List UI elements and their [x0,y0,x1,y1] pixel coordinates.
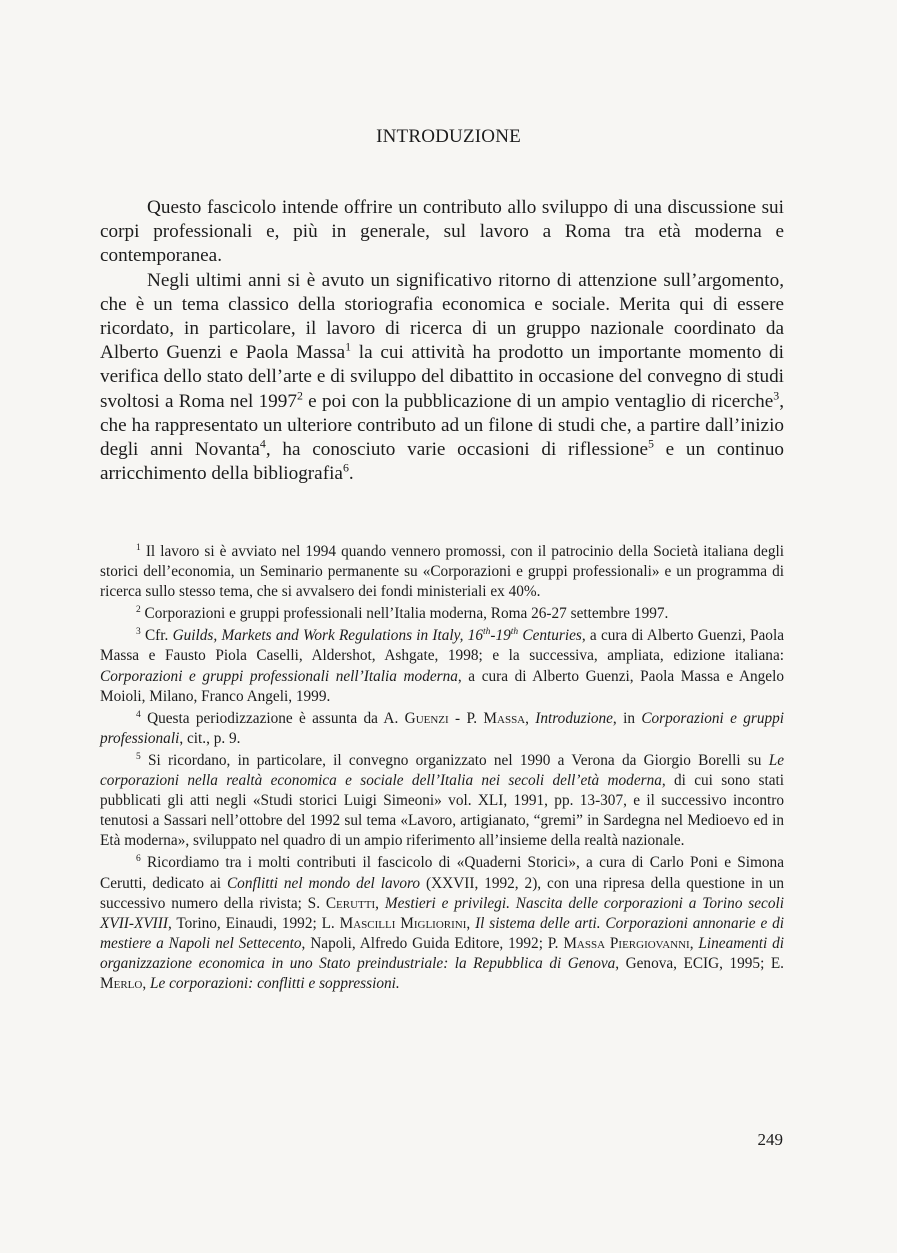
footnote-text: , [525,709,536,727]
footnote-ref-1: 1 [345,339,352,354]
text-span: la cui attività ha prodotto un importante momento di verifica dello stato dell’arte e di sviluppo del dibattito in occasione del convegno di studi svoltosi a Roma nel 1997 [100,342,784,412]
book-title: Le corporazioni: conflitti e soppressioni. [149,974,400,992]
footnote-text: , cit., p. 9. [179,729,241,747]
footnote-ref-3: 3 [773,388,780,403]
book-title: Corporazioni e gruppi professionali [100,709,785,747]
footnote-number: 3 [136,627,141,638]
author-name: Massa [483,709,526,727]
footnote-5 [100,751,784,851]
book-title: Il sistema delle arti. Corporazioni annonarie e di mestiere a Napoli nel Settecento [100,914,784,952]
footnotes [100,542,784,996]
footnote-ref-2: 2 [296,388,303,403]
body-text [100,196,784,486]
ordinal-suffix: th [482,627,491,638]
footnote-text: , Torino, Einaudi, 1992; L. [167,914,340,932]
book-title: Corporazioni e gruppi professionali nell’Italia moderna [100,667,458,685]
footnote-text: Il lavoro si è avviato nel 1994 quando vennero promossi, con il patrocinio della Società italiana degli storici dell’economia, un Seminario permanente su «Corporazioni e gruppi professionali» e un programma di ricerca sullo stesso tema, che si avvalsero dei fondi ministeriali ex 40%. [100,543,784,601]
text-span: , ha conosciuto varie occasioni di riflessione [265,439,648,461]
text-span: . [348,463,354,485]
footnote-text: , Genova, ECIG, 1995; E. [615,954,784,972]
footnote-text: , di cui sono stati pubblicati gli atti negli «Studi storici Luigi Simeoni» vol. XLI, 1991, pp. 13-307, e il successivo incontro tenutosi a Sassari nell’ottobre del 1992 sul tema «Lavoro, artigianato, “gremi” in Sardegna nel Medioevo ed in Età moderna», sviluppato nel quadro di un ampio riferimento all’insieme della realtà nazionale. [100,772,784,850]
footnote-text: Si ricordano, in particolare, il convegno organizzato nel 1990 a Verona da Giorgio Borelli su [140,751,769,769]
footnote-text: , Napoli, Alfredo Guida Editore, 1992; P. [301,934,564,952]
footnote-number: 6 [136,854,141,865]
footnote-ref-6: 6 [342,460,349,475]
footnote-text: , a cura di Alberto Guenzi, Paola Massa e Angelo Moioli, Milano, Franco Angeli, 1999. [100,667,784,705]
footnote-4 [100,709,784,749]
footnote-text: , [466,914,476,932]
book-title: Guilds, Markets and Work Regulations in Italy, 16 [172,627,483,645]
book-title: Le corporazioni nella realtà economica e sociale dell’Italia nei secoli dell’età moderna [100,751,784,790]
text-span: e un continuo arricchimento della bibliografia [100,439,785,485]
footnote-number: 4 [136,709,141,720]
author-name: Cerutti [325,894,376,912]
footnote-number: 1 [136,543,141,554]
book-title: -19 [490,627,511,645]
book-title: Lineamenti di organizzazione economica in uno Stato preindustriale: la Repubblica di Genova [100,934,784,972]
footnote-text: Questa periodizzazione è assunta da A. [140,709,405,727]
text-span: , che ha rappresentato un ulteriore contributo ad un filone di studi che, a partire dall’inizio degli anni Novanta [100,390,784,461]
footnote-text: - P. [448,709,484,727]
text-span: Negli ultimi anni si è avuto un significativo ritorno di attenzione sull’argomento, che è un tema classico della storiografia economica e sociale. Merita qui di essere ricordato, in particolare, il lavoro di ricerca di un gruppo nazionale coordinato da Alberto Guenzi e Paola Massa [100,269,784,364]
footnote-text: , [375,894,385,912]
footnote-ref-5: 5 [647,436,654,451]
footnote-ref-4: 4 [259,436,266,451]
footnote-1 [100,542,784,602]
author-name: Merlo [100,974,143,992]
footnote-text: Cfr. [140,627,173,645]
book-title: Introduzione [535,709,613,727]
page-number: 249 [757,1130,783,1149]
footnote-text: , [142,974,150,992]
footnote-text: , a cura di Alberto Guenzi, Paola Massa e Fausto Piola Caselli, Aldershot, Ashgate, 1998; e la successiva, ampliata, edizione italiana: [100,627,784,665]
book-title: Centuries [518,627,582,645]
text-span: e poi con la pubblicazione di un ampio ventaglio di ricerche [302,390,774,412]
author-name: Guenzi [404,709,449,727]
book-title: Conflitti nel mondo del lavoro [226,874,421,892]
footnote-3 [100,626,784,706]
book-title: Mestieri e privilegi. Nascita delle corporazioni a Torino secoli XVII-XVIII [100,894,784,932]
footnote-6 [100,853,784,994]
footnote-text: , in [612,709,642,727]
footnote-text: Ricordiamo tra i molti contributi il fascicolo di «Quaderni Storici», a cura di Carlo Poni e Simona Cerutti, dedicato ai [100,854,784,892]
footnote-number: 5 [136,752,141,763]
author-name: Massa Piergiovanni [563,934,690,952]
paragraph-1: Questo fascicolo intende offrire un contributo allo sviluppo di una discussione sui corpi professionali e, più in generale, sul lavoro a Roma tra età moderna e contemporanea. [100,197,784,267]
footnote-text: , [689,934,699,952]
footnote-text: Corporazioni e gruppi professionali nell’Italia moderna, Roma 26-27 settembre 1997. [140,605,669,623]
ordinal-suffix: th [510,627,519,638]
page-title: INTRODUZIONE [376,126,521,147]
footnote-number: 2 [136,605,141,616]
footnote-2 [100,604,784,624]
footnote-text: (XXVII, 1992, 2), con una ripresa della questione in un successivo numero della rivista; S. [100,874,784,912]
author-name: Mascilli Migliorini [339,914,467,932]
paragraph-2 [100,269,784,487]
